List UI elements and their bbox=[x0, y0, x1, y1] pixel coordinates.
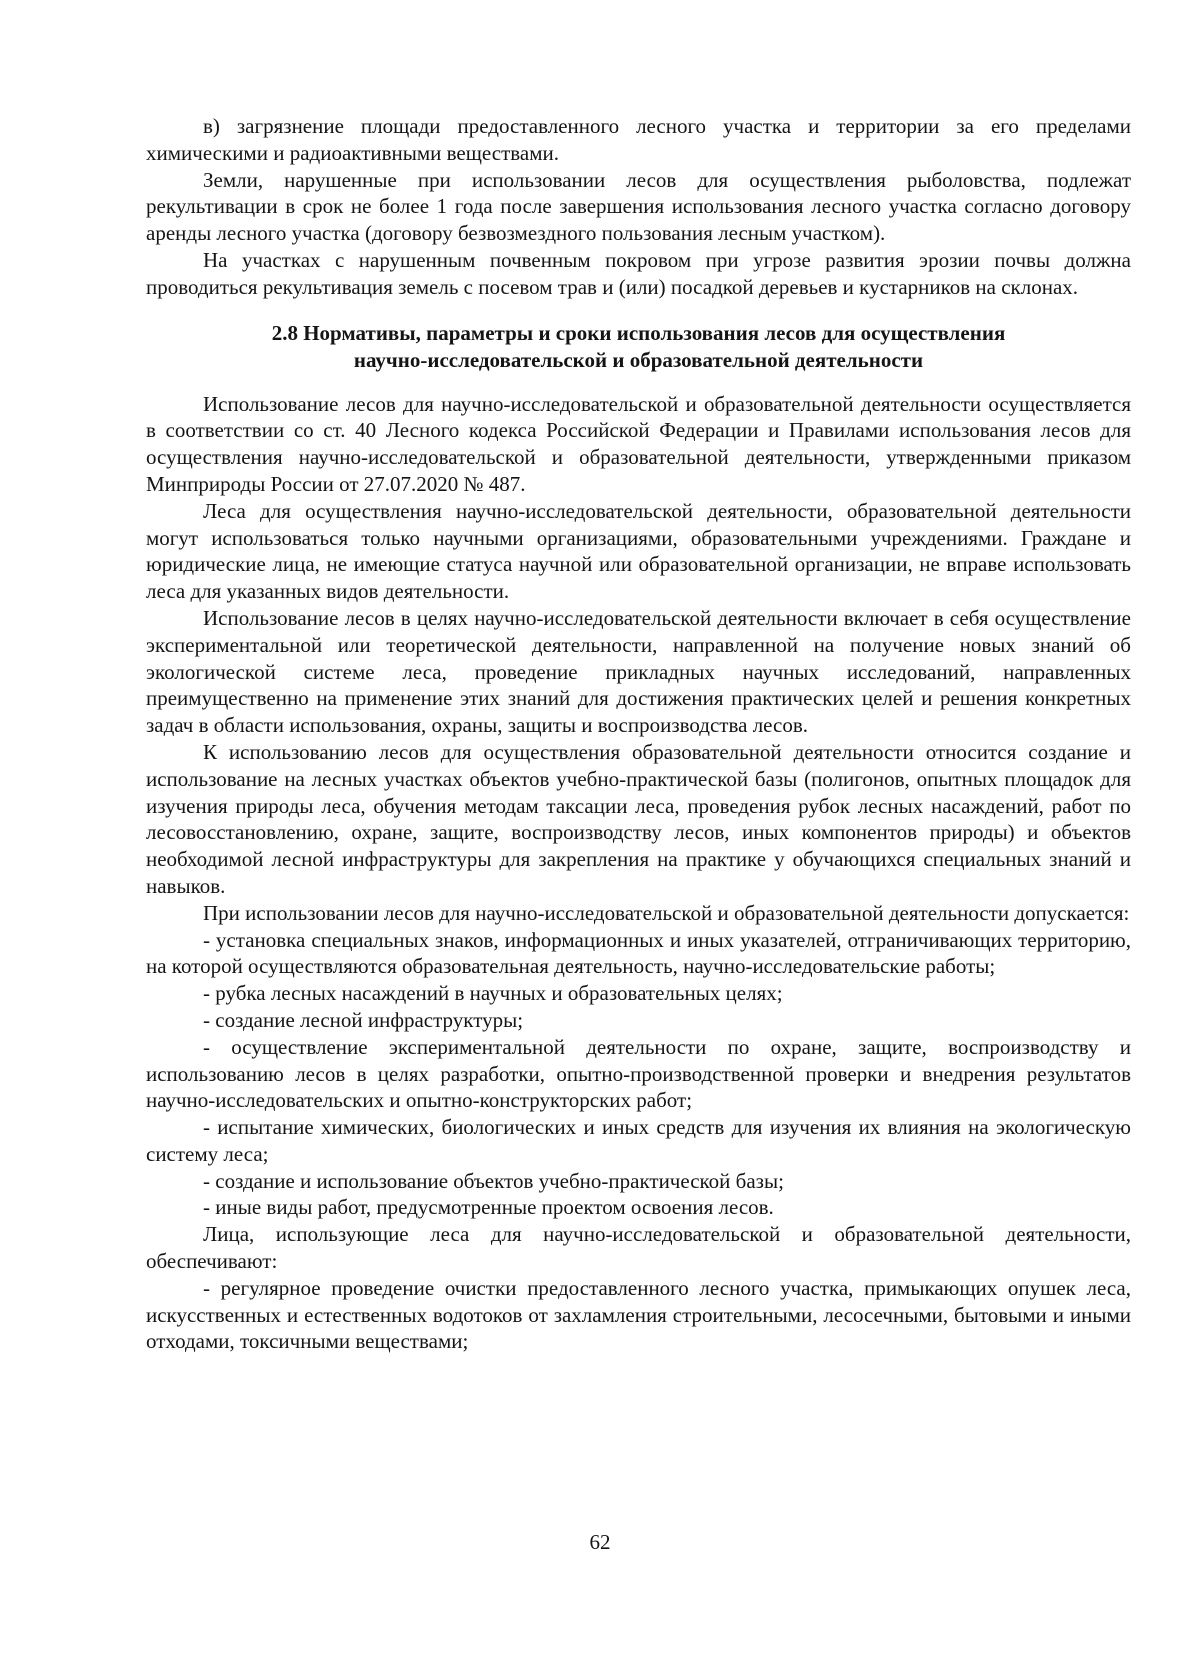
list-item: - рубка лесных насаждений в научных и образовательных целях; bbox=[203, 981, 783, 1006]
paragraph: Леса для осуществления научно-исследовательской деятельности, образовательной деятельности могут использоваться только научными организациями, образовательными учреждениями. Граждане и юридические лица, не имеющие статуса научной или образовательной организации, не вправе использовать леса для указанных видов деятельности. bbox=[146, 498, 1131, 604]
text-body bbox=[146, 113, 1131, 1355]
section-heading-line-2: научно-исследовательской и образовательной деятельности bbox=[353, 347, 924, 372]
paragraph: Использование лесов для научно-исследовательской и образовательной деятельности осуществляется в соответствии со ст. 40 Лесного кодекса Российской Федерации и Правилами использования лесов для осуществления научно-исследовательской и образовательной деятельности, утвержденными приказом Минприроды России от 27.07.2020 № 487. bbox=[146, 391, 1131, 496]
paragraph: При использовании лесов для научно-исследовательской и образовательной деятельности допускается: bbox=[203, 900, 1130, 925]
paragraph: Земли, нарушенные при использовании лесов для осуществления рыболовства, подлежат рекультивации в срок не более 1 года после завершения использования лесного участка согласно договору аренды лесного участка (договору безвозмездного пользования лесным участком). bbox=[146, 167, 1131, 246]
list-item: - испытание химических, биологических и иных средств для изучения их влияния на экологическую систему леса; bbox=[146, 1115, 1131, 1166]
list-item: - иные виды работ, предусмотренные проектом освоения лесов. bbox=[203, 1195, 774, 1220]
section-heading-line-1: 2.8 Нормативы, параметры и сроки использования лесов для осуществления bbox=[271, 320, 1006, 345]
paragraph: На участках с нарушенным почвенным покровом при угрозе развития эрозии почвы должна проводиться рекультивация земель с посевом трав и (или) посадкой деревьев и кустарников на склонах. bbox=[146, 247, 1131, 299]
list-item: - регулярное проведение очистки предоставленного лесного участка, примыкающих опушек леса, искусственных и естественных водотоков от захламления строительными, лесосечными, бытовыми и иными отходами, токсичными веществами; bbox=[146, 1275, 1131, 1354]
paragraph: Использование лесов в целях научно-исследовательской деятельности включает в себя осуществление экспериментальной или теоретической деятельности, направленной на получение новых знаний об экологической системе леса, проведение прикладных научных исследований, направленных преимущественно на применение этих знаний для достижения практических целей и решения конкретных задач в области использования, охраны, защиты и воспроизводства лесов. bbox=[146, 605, 1131, 738]
list-item: - создание и использование объектов учебно-практической базы; bbox=[203, 1168, 784, 1193]
list-item: - создание лесной инфраструктуры; bbox=[203, 1007, 524, 1032]
list-item: - осуществление экспериментальной деятельности по охране, защите, воспроизводству и использованию лесов в целях разработки, опытно-производственной проверки и внедрения результатов научно-исследовательских и опытно-конструкторских работ; bbox=[146, 1034, 1131, 1113]
page-number: 62 bbox=[589, 1530, 611, 1554]
list-item: - установка специальных знаков, информационных и иных указателей, отграничивающих территорию, на которой осуществляются образовательная деятельность, научно-исследовательские работы; bbox=[146, 927, 1131, 979]
paragraph: Лица, использующие леса для научно-исследовательской и образовательной деятельности, обеспечивают: bbox=[146, 1222, 1131, 1274]
section-heading bbox=[146, 320, 1131, 374]
paragraph: в) загрязнение площади предоставленного лесного участка и территории за его пределами химическими и радиоактивными веществами. bbox=[146, 114, 1131, 165]
paragraph: К использованию лесов для осуществления образовательной деятельности относится создание и использование на лесных участках объектов учебно-практической базы (полигонов, опытных площадок для изучения природы леса, обучения методам таксации леса, проведения рубок лесных насаждений, работ по лесовосстановлению, охране, защите, воспроизводству лесов, иных компонентов природы) и объектов необходимой лесной инфраструктуры для закрепления на практике у обучающихся специальных знаний и навыков. bbox=[146, 739, 1131, 898]
